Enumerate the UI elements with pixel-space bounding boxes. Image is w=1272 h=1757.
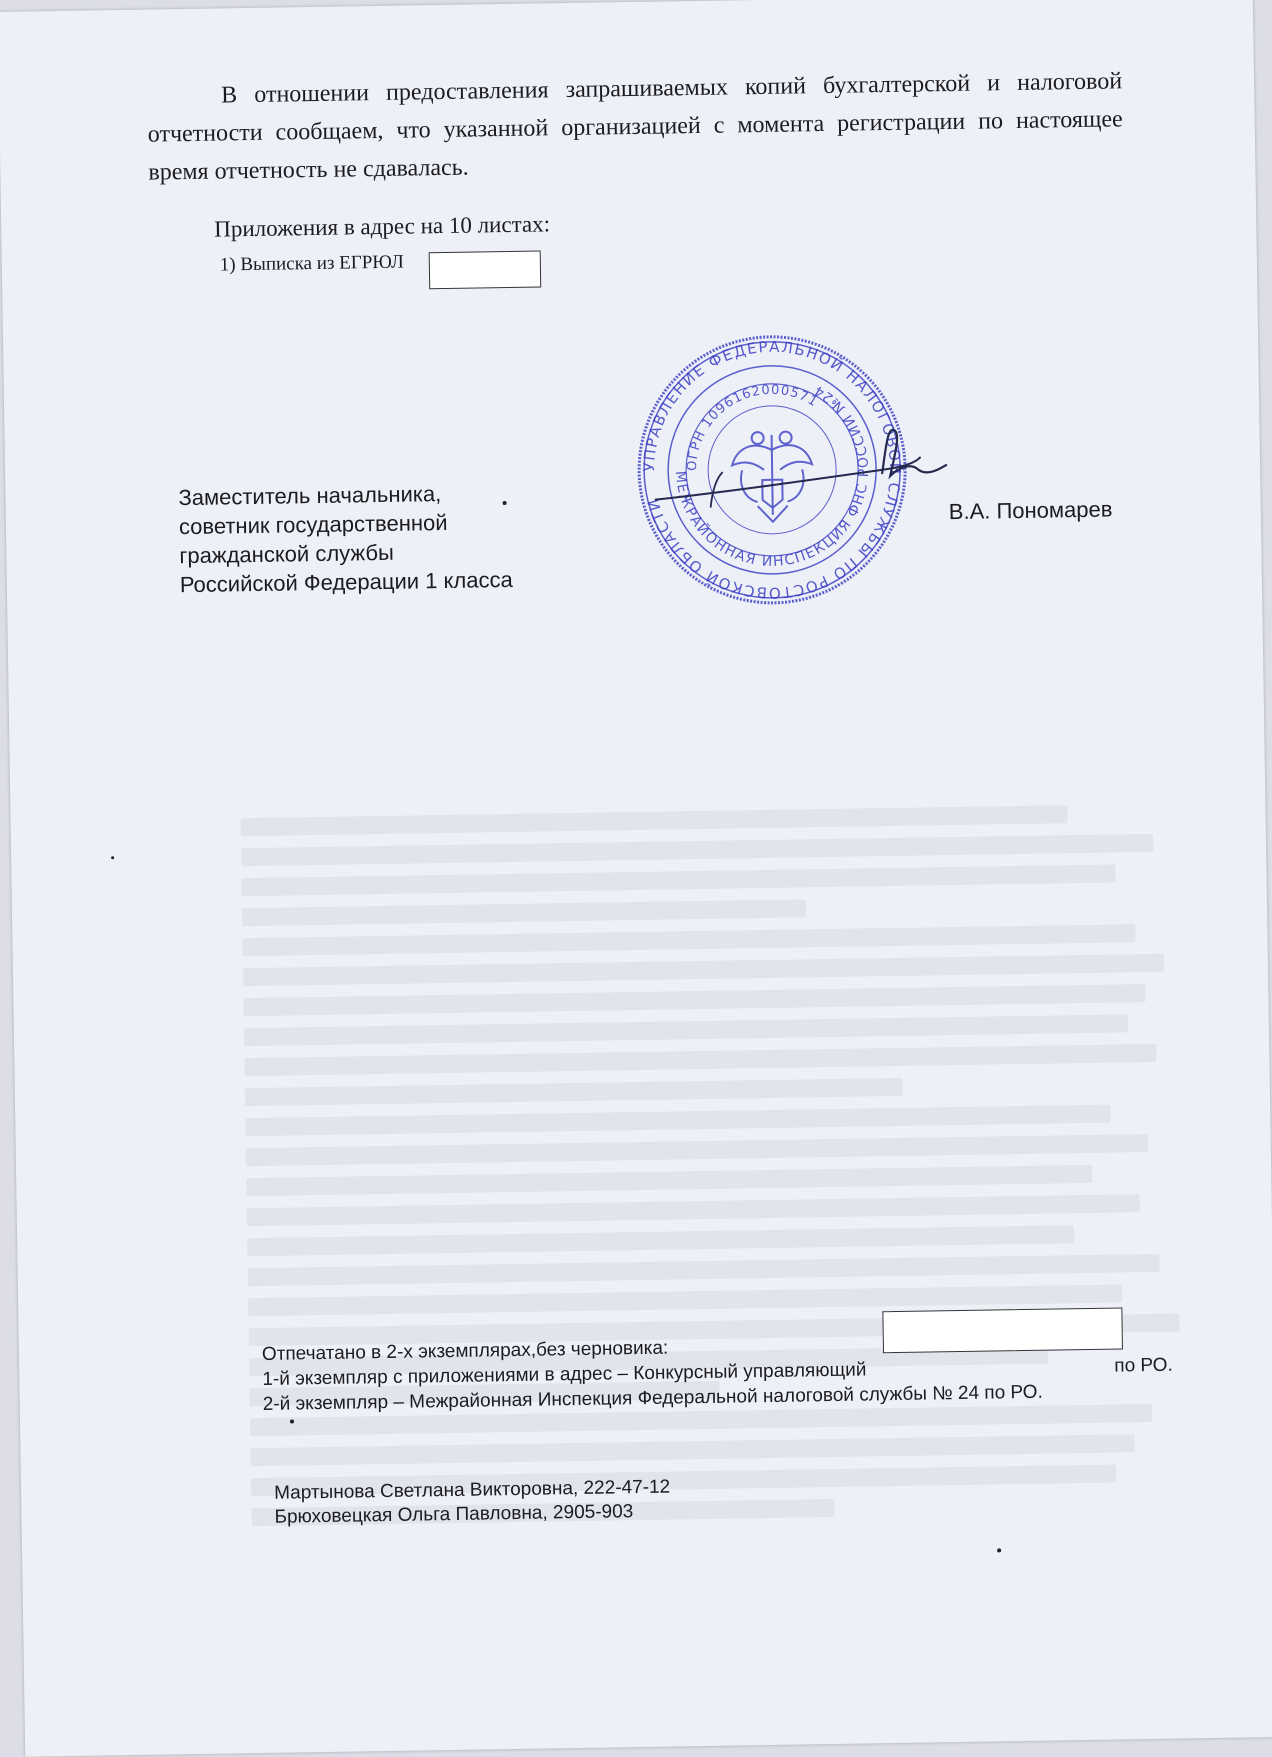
redaction-box (882, 1307, 1123, 1353)
stamp-outer-text: УПРАВЛЕНИЕ ФЕДЕРАЛЬНОЙ НАЛОГОВОЙ СЛУЖБЫ ПО РОСТОВСКОЙ ОБЛАСТИ (640, 337, 905, 602)
signatory-position (178, 478, 513, 599)
copies-line: Отпечатано в 2-х экземплярах,без черновика: (261, 1337, 669, 1365)
stamp-inner-text: МЕЖРАЙОННАЯ ИНСПЕКЦИЯ ФНС РОССИИ №24 (671, 381, 873, 571)
copies-line: 1-й экземпляр с приложениями в адрес – Конкурсный управляющий по РО. (262, 1354, 1173, 1390)
position-line: Российской Федерации 1 класса (179, 566, 513, 598)
appendix-item: 1) Выписка из ЕГРЮЛ (219, 251, 404, 276)
scan-speck (997, 1548, 1001, 1552)
executor-line: Брюховецкая Ольга Павловна, 2905-903 (274, 1501, 634, 1528)
scan-speck (111, 856, 114, 859)
bleed-through-text (241, 803, 1192, 1538)
redaction-box (429, 250, 542, 289)
position-line: гражданской службы (179, 539, 394, 569)
stamp-ogrn-text: ОГРН 1096162000571 (684, 382, 821, 472)
position-line: советник государственной (178, 509, 448, 540)
scan-speck (290, 1419, 294, 1423)
handwritten-signature (649, 417, 981, 532)
copies-line: 2-й экземпляр – Межрайонная Инспекция Федеральной налоговой службы № 24 по РО. (262, 1381, 1043, 1415)
body-paragraph: В отношении предоставления запрашиваемых копий бухгалтерской и налоговой отчетности сообщаем, что указанной организацией с момента регистрации по настоящее время отчетность не сдавалась. (147, 68, 1123, 186)
executors-block (274, 1476, 671, 1530)
executor-line: Мартынова Светлана Викторовна, 222-47-12 (273, 1476, 671, 1504)
scan-speck (503, 501, 507, 505)
appendix-title: Приложения в адрес на 10 листах: (214, 211, 551, 242)
signatory-name: В.А. Пономарев (948, 496, 1113, 525)
position-line: Заместитель начальника, (178, 481, 442, 511)
